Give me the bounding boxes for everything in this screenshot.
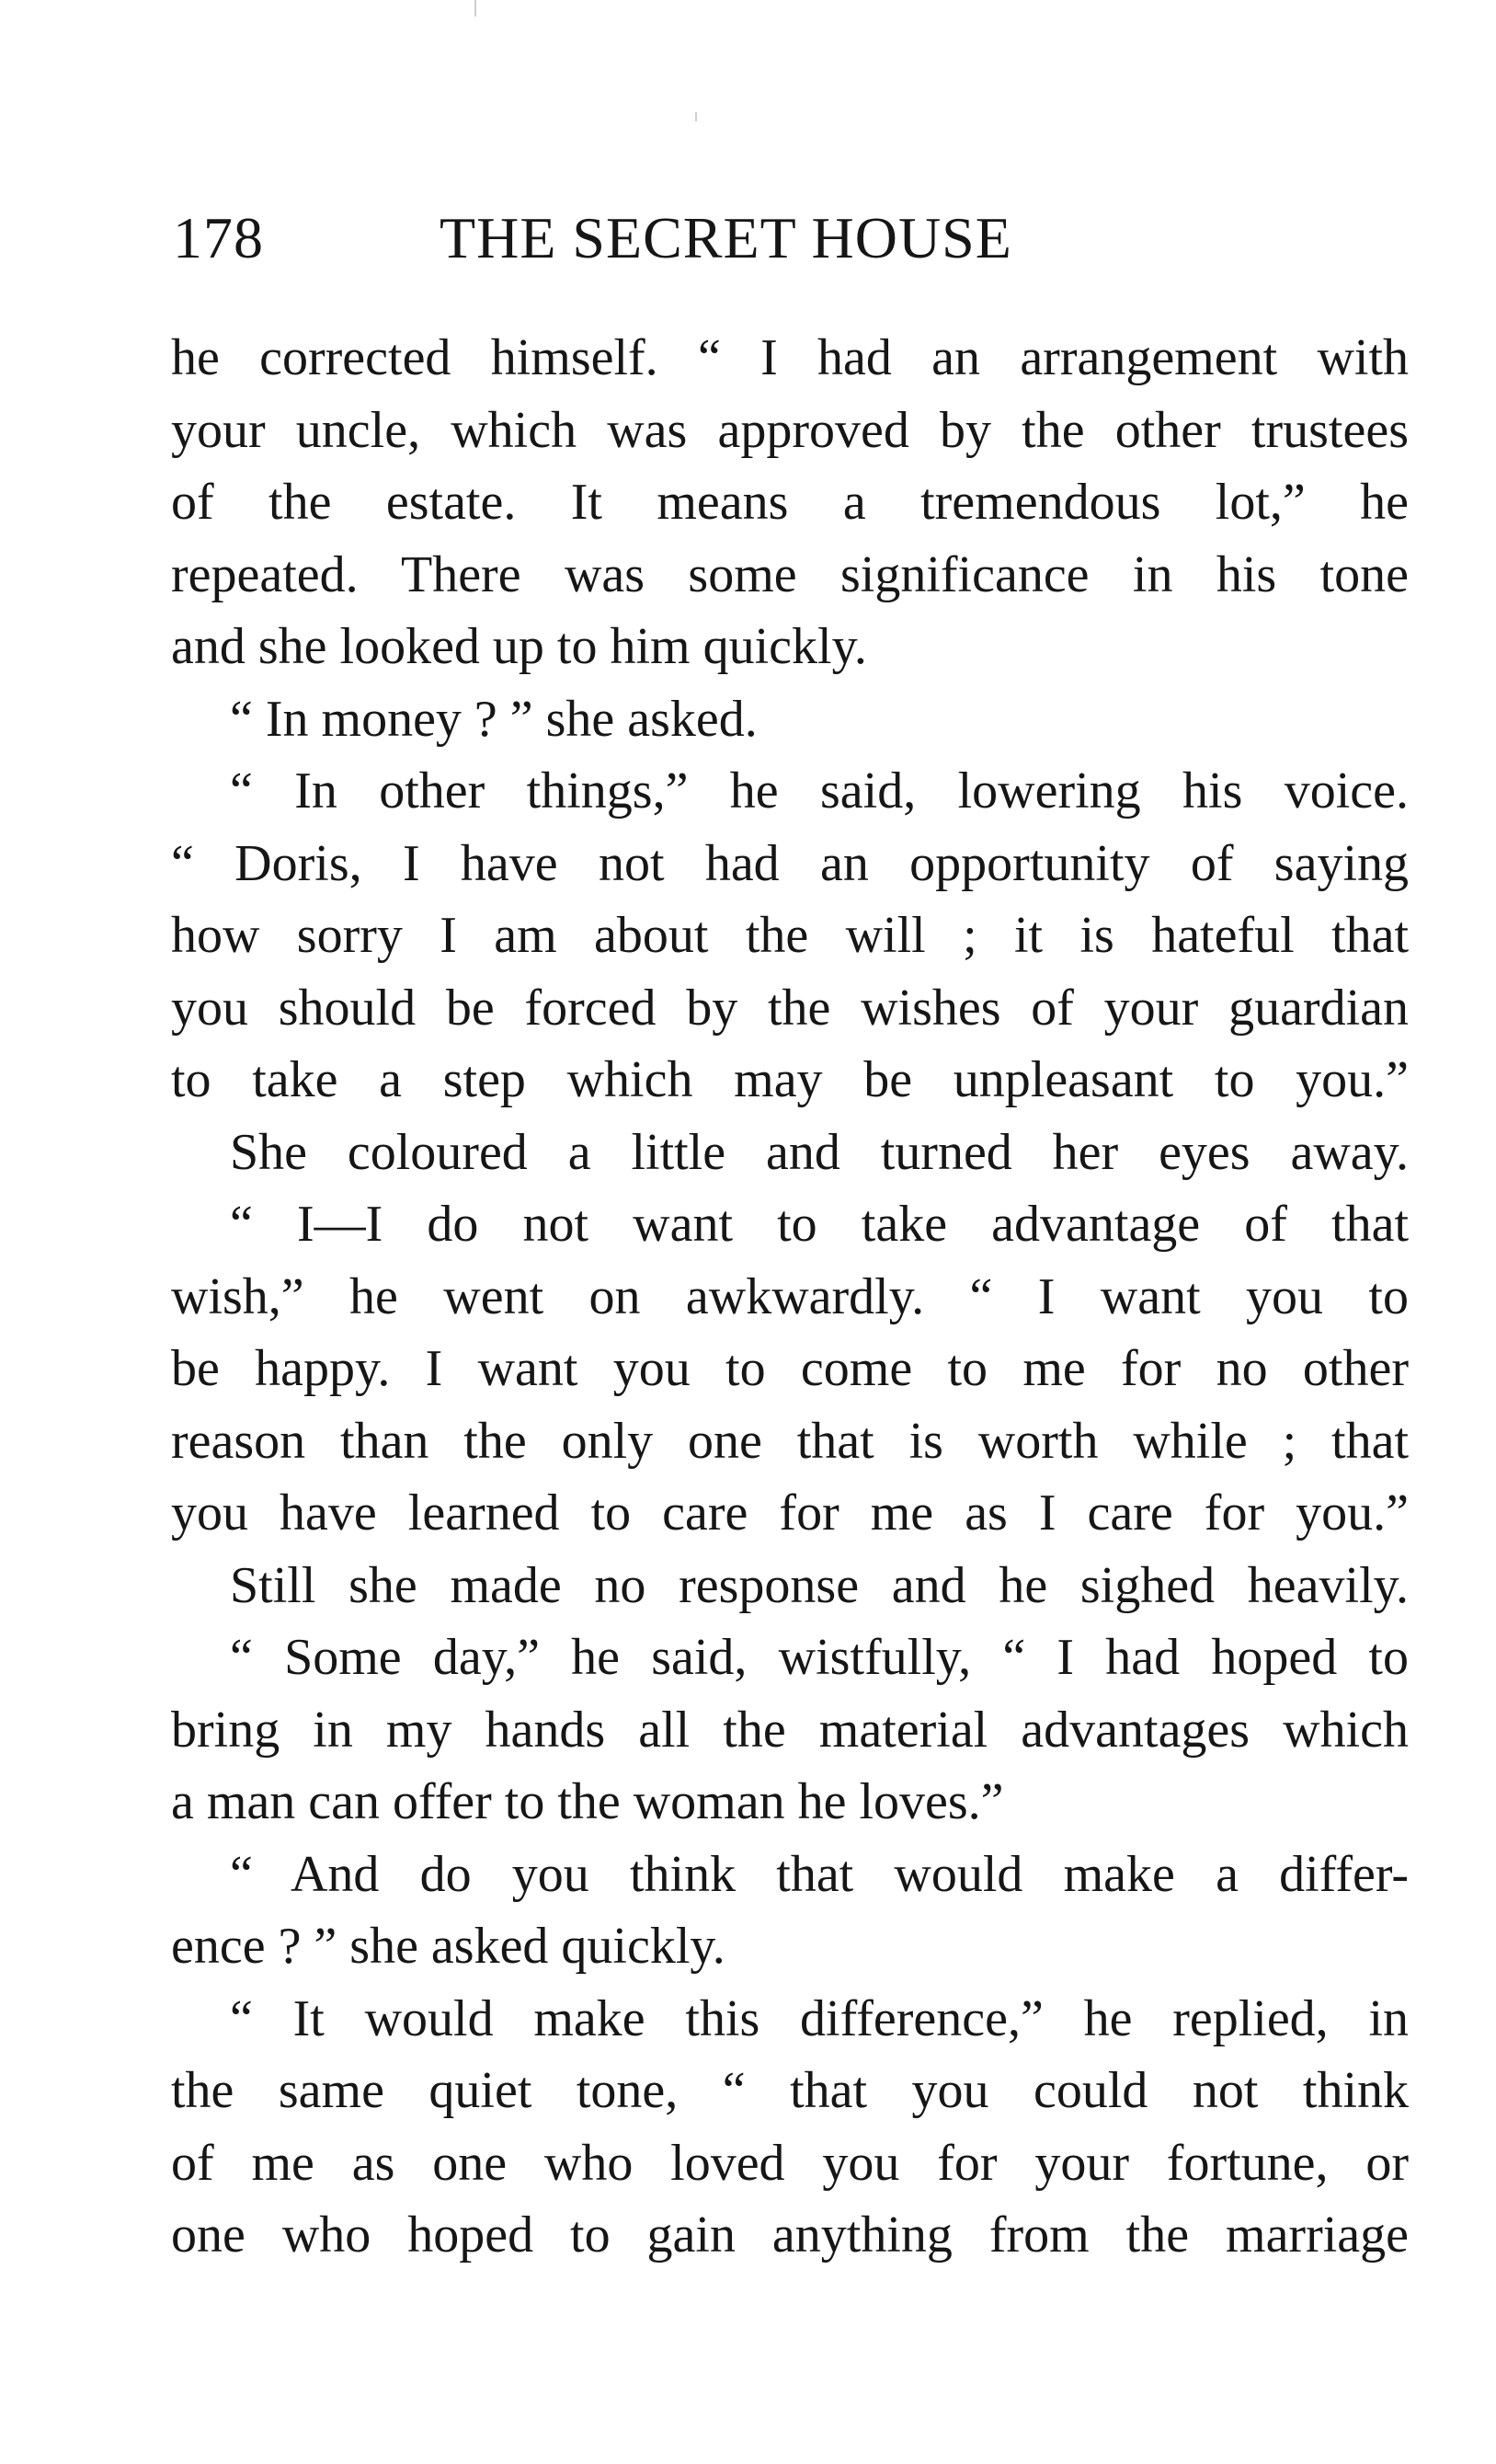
text-line: a man can offer to the woman he loves.”: [171, 1773, 1004, 1830]
text-line: you have learned to care for me as I care for you.”: [171, 1484, 1409, 1541]
text-line: “ Doris, I have not had an opportunity of saying: [171, 834, 1409, 892]
text-line: “ I—I do not want to take advantage of that: [230, 1196, 1409, 1253]
text-line: “ In other things,” he said, lowering his voice.: [230, 762, 1409, 819]
text-line: you should be forced by the wishes of your guardian: [171, 979, 1409, 1037]
scan-mark-top: [474, 0, 476, 17]
body-text: [171, 322, 1409, 2272]
text-line: he corrected himself. “ I had an arrangement with: [171, 329, 1409, 386]
text-line: reason than the only one that is worth while ; that: [171, 1412, 1409, 1470]
text-line: “ Some day,” he said, wistfully, “ I had hoped to: [230, 1629, 1409, 1686]
text-line: your uncle, which was approved by the other trustees: [171, 401, 1409, 459]
text-line: and she looked up to him quickly.: [171, 618, 867, 675]
text-line: to take a step which may be unpleasant to you.”: [171, 1051, 1409, 1108]
running-title: THE SECRET HOUSE: [440, 205, 1012, 270]
text-line: bring in my hands all the material advantages which: [171, 1701, 1409, 1759]
text-line: “ In money ? ” she asked.: [230, 690, 758, 748]
scan-mark-dot: [695, 112, 697, 121]
text-line: She coloured a little and turned her eyes away.: [230, 1123, 1409, 1181]
text-line: “ And do you think that would make a differ-: [230, 1845, 1409, 1903]
text-line: wish,” he went on awkwardly. “ I want you to: [171, 1267, 1409, 1325]
text-line: one who hoped to gain anything from the marriage: [171, 2206, 1409, 2263]
page-header: [173, 197, 1405, 280]
text-line: repeated. There was some significance in his tone: [171, 545, 1409, 603]
text-line: ence ? ” she asked quickly.: [171, 1918, 725, 1975]
text-line: Still she made no response and he sighed heavily.: [230, 1556, 1409, 1614]
text-line: of me as one who loved you for your fortune, or: [171, 2134, 1409, 2192]
text-line: the same quiet tone, “ that you could not think: [171, 2062, 1409, 2119]
text-line: “ It would make this difference,” he replied, in: [230, 1989, 1409, 2047]
text-line: of the estate. It means a tremendous lot,” he: [171, 474, 1409, 531]
text-line: how sorry I am about the will ; it is hateful that: [171, 907, 1409, 964]
text-line: be happy. I want you to come to me for no other: [171, 1340, 1409, 1397]
page-number: 178: [173, 205, 264, 270]
